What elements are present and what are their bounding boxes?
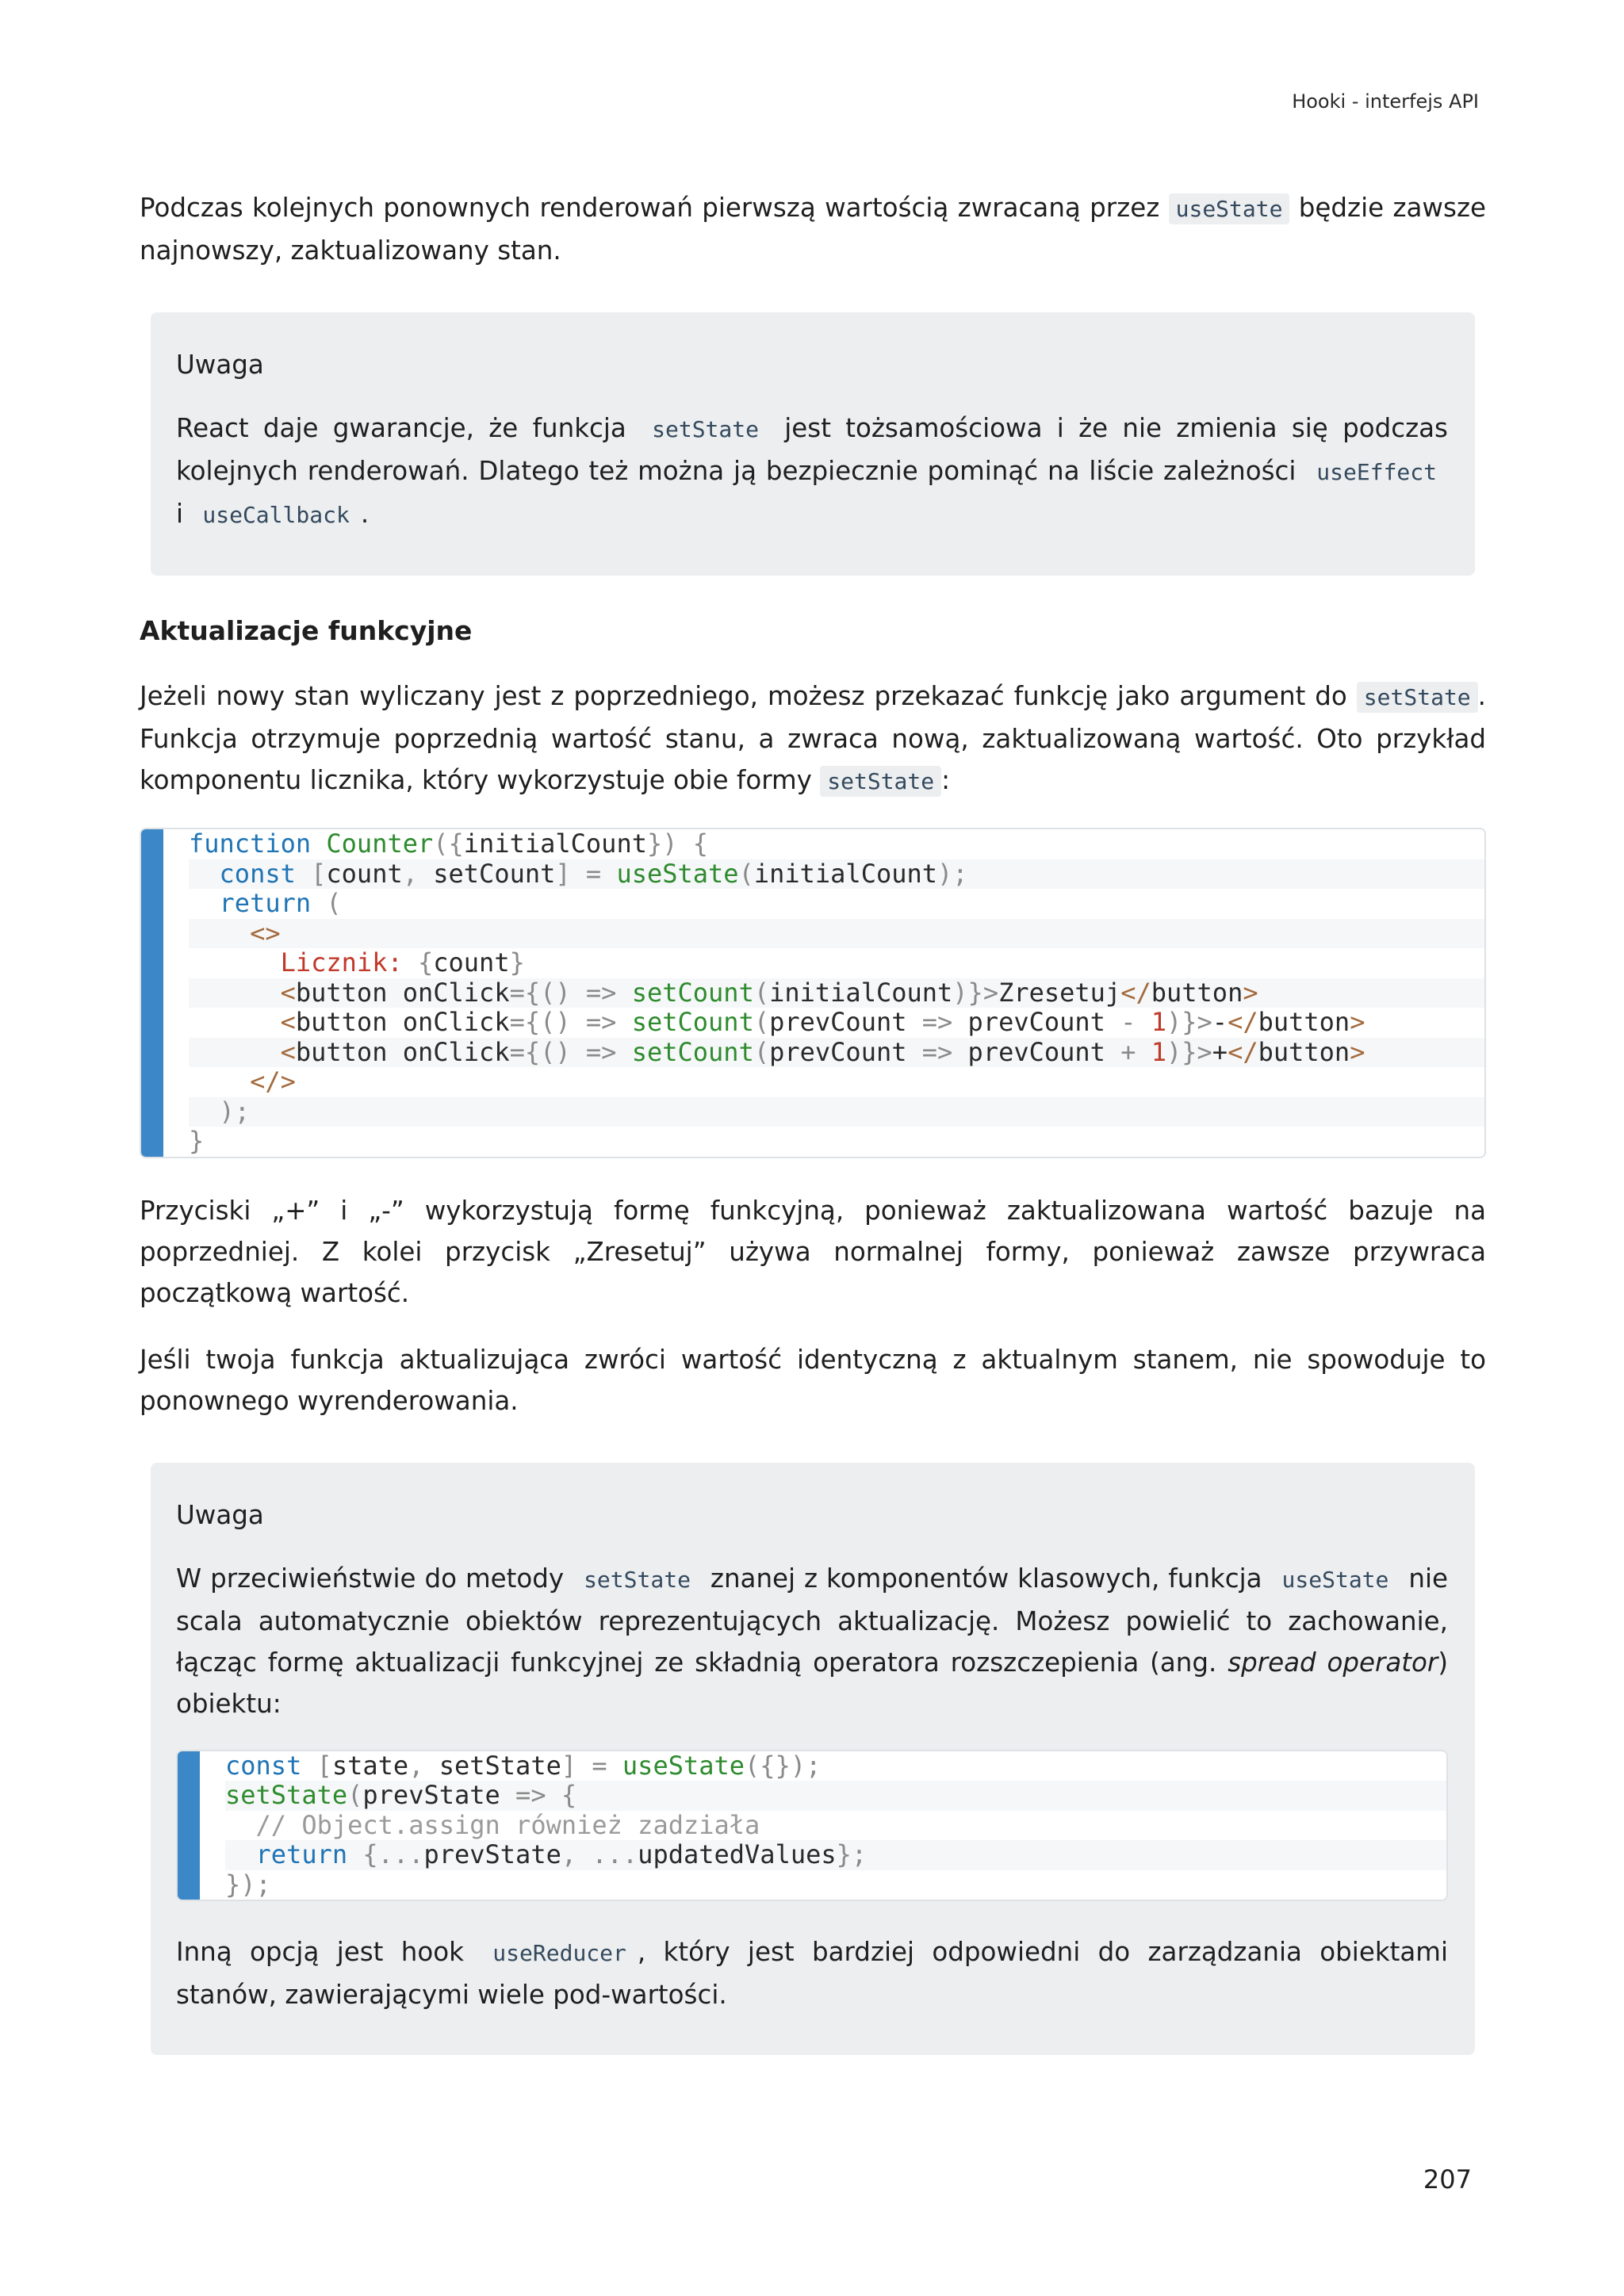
code-token	[311, 828, 326, 859]
code-token: function	[189, 828, 312, 859]
code-token: {	[402, 947, 434, 978]
section-heading: Aktualizacje funkcyjne	[140, 615, 473, 646]
code-token: -	[1212, 1007, 1228, 1037]
page-number: 207	[1423, 2164, 1472, 2195]
code-token: setCount	[631, 977, 754, 1008]
code-token: }) {	[646, 828, 709, 859]
text: znanej z komponentów klasowych, funkcja	[710, 1563, 1262, 1594]
text: Jeżeli nowy stan wyliczany jest z poprzedniego, możesz przekazać funkcję jako argument do	[140, 681, 1347, 711]
code-line	[189, 1127, 1484, 1157]
text: W przeciwieństwie do metody	[176, 1563, 565, 1594]
inline-code: setState	[1357, 682, 1478, 713]
code-token: {...	[347, 1839, 424, 1869]
text: . Funkcja otrzymuje poprzednią wartość stanu, a zwraca nową, zaktualizowaną wartość. Oto przykład komponentu licznika, który wykorzystuje obie formy	[140, 681, 1486, 795]
note-title: Uwaga	[176, 350, 264, 380]
code-token: button	[1151, 977, 1243, 1008]
code-token: initialCount	[769, 977, 953, 1008]
code-token: )}>	[1166, 1036, 1212, 1067]
bailout-paragraph: Jeśli twoja funkcja aktualizująca zwróci wartość identyczną z aktualnym stanem, nie spowoduje to ponownego wyrenderowania.	[140, 1344, 1486, 1416]
code-line	[189, 859, 1484, 890]
code-token: onClick	[387, 977, 510, 1008]
code-token: (	[753, 1036, 770, 1067]
emphasis: spread operator	[1228, 1647, 1438, 1678]
code-token: button	[295, 1007, 388, 1037]
code-token: prevCount	[769, 1036, 907, 1067]
code-token: ={() =>	[509, 1007, 632, 1037]
code-token: {	[561, 1780, 577, 1810]
code-token: <	[280, 1036, 296, 1067]
code-token: >	[1350, 1007, 1365, 1037]
code-token: useState	[622, 1750, 745, 1781]
code-token: updatedValues	[638, 1839, 837, 1869]
inline-code: useCallback	[202, 502, 350, 528]
code-token: , ...	[561, 1839, 638, 1869]
code-token: ,	[402, 858, 434, 889]
running-header: Hooki - interfejs API	[1292, 90, 1479, 113]
text: Inną opcją jest hook	[176, 1937, 464, 1967]
code-line	[189, 1097, 1484, 1127]
code-listing	[178, 1751, 1446, 1900]
code-token: button	[295, 1036, 388, 1067]
code-line	[225, 1840, 1446, 1870]
code-token: </	[1228, 1007, 1258, 1037]
code-token: >	[1350, 1036, 1365, 1067]
code-token: (	[753, 1007, 770, 1037]
code-token: prevState	[362, 1780, 500, 1810]
note-title: Uwaga	[176, 1499, 264, 1530]
code-token: ={() =>	[509, 1036, 632, 1067]
code-token: prevState	[423, 1839, 561, 1869]
spread-code-block	[176, 1750, 1448, 1902]
code-token: }	[189, 1126, 205, 1156]
inline-code: useState	[1281, 1566, 1389, 1593]
code-token: (	[347, 1780, 363, 1810]
text: jest tożsamościowa i że nie zmienia się podczas kolejnych renderowań. Dlatego też można ją bezpiecznie pominąć na liście zależności	[176, 413, 1448, 486]
code-token: ,	[408, 1750, 439, 1781]
code-listing	[141, 829, 1484, 1157]
code-token: +	[1212, 1036, 1228, 1067]
code-token: onClick	[387, 1036, 510, 1067]
code-token: const	[225, 1750, 302, 1781]
code-line	[225, 1870, 1446, 1900]
code-token: const	[219, 858, 296, 889]
inline-code: useEffect	[1316, 459, 1437, 485]
code-token: setState	[225, 1780, 348, 1810]
code-token: )}>	[1166, 1007, 1212, 1037]
code-token: prevCount	[967, 1007, 1105, 1037]
code-token: (	[738, 858, 754, 889]
code-token: button	[1258, 1036, 1350, 1067]
code-token: prevCount	[769, 1007, 907, 1037]
page-content	[140, 187, 1486, 2055]
code-token: ({});	[745, 1750, 822, 1781]
code-token: count	[326, 858, 403, 889]
code-token: count	[433, 947, 510, 978]
inline-code: setState	[652, 416, 759, 442]
code-token: >	[1243, 977, 1258, 1008]
code-line	[189, 1067, 1484, 1097]
code-token: =>	[500, 1780, 561, 1810]
intro-paragraph	[140, 187, 1486, 271]
code-token: =>	[906, 1007, 968, 1037]
code-token: // Object.assign również zadziała	[255, 1809, 760, 1840]
code-line	[225, 1811, 1446, 1841]
text: Podczas kolejnych ponownych renderowań pierwszą wartością zwracaną przez	[140, 193, 1160, 223]
code-token: <	[280, 1007, 296, 1037]
code-token: prevCount	[967, 1036, 1105, 1067]
code-token: setCount	[631, 1007, 754, 1037]
code-accent-bar	[141, 829, 163, 1157]
code-token: ] =	[555, 858, 617, 889]
note-text	[176, 1558, 1448, 1724]
code-token: state	[331, 1750, 409, 1781]
code-line	[189, 978, 1484, 1008]
code-token: </	[1120, 977, 1151, 1008]
code-line	[189, 948, 1484, 978]
text: ) obiektu:	[176, 1647, 1448, 1719]
code-token: (	[311, 888, 342, 918]
code-token: [	[301, 1750, 332, 1781]
inline-code: useState	[1169, 193, 1290, 224]
code-token: =>	[906, 1036, 968, 1067]
code-token: )}>	[952, 977, 999, 1008]
code-line	[189, 919, 1484, 949]
code-token: </	[1228, 1036, 1258, 1067]
code-token: 1	[1151, 1036, 1166, 1067]
inline-code: setState	[820, 766, 941, 797]
code-token: -	[1105, 1007, 1151, 1037]
code-token: Licznik:	[280, 947, 403, 978]
code-token: initialCount	[463, 828, 647, 859]
buttons-explanation-paragraph: Przyciski „+” i „-” wykorzystują formę funkcyjną, ponieważ zaktualizowana wartość bazuje na poprzedniej. Z kolei przycisk „Zresetuj” używa normalnej formy, ponieważ zawsze przywraca początkową wartość.	[140, 1195, 1486, 1308]
code-token: 1	[1151, 1007, 1166, 1037]
counter-code-block	[140, 828, 1486, 1158]
code-token: </>	[250, 1066, 296, 1096]
text: , który jest bardziej odpowiedni do zarządzania obiektami stanów, zawierającymi wiele pod-wartości.	[176, 1937, 1448, 2010]
note-box	[151, 312, 1475, 576]
code-token: [	[295, 858, 327, 889]
code-token: <	[280, 977, 296, 1008]
code-token: Counter	[326, 828, 434, 859]
code-token: ] =	[561, 1750, 622, 1781]
code-token: <>	[250, 917, 281, 948]
inline-code: setState	[584, 1566, 691, 1593]
code-token: +	[1105, 1036, 1151, 1067]
code-accent-bar	[178, 1751, 200, 1900]
code-line	[189, 889, 1484, 919]
code-token: (	[753, 977, 770, 1008]
code-token: return	[219, 888, 312, 918]
code-line	[225, 1751, 1446, 1781]
code-token: useState	[616, 858, 739, 889]
note-followup-text	[176, 1931, 1448, 2015]
text: i	[176, 499, 184, 529]
code-token: };	[836, 1839, 868, 1869]
functional-updates-paragraph	[140, 675, 1486, 802]
code-token: return	[255, 1839, 348, 1869]
text: :	[941, 765, 951, 795]
code-token: button	[1258, 1007, 1350, 1037]
code-token: );	[937, 858, 968, 889]
code-token: setCount	[631, 1036, 754, 1067]
code-token: );	[219, 1096, 251, 1127]
inline-code: useReducer	[492, 1940, 626, 1966]
text: .	[360, 499, 370, 529]
text: nie scala automatycznie obiektów reprezentujących aktualizację. Możesz powielić to zachowanie, łącząc formę aktualizacji funkcyjnej ze składnią operatora rozszczepienia (ang.	[176, 1563, 1448, 1678]
code-token: ={() =>	[509, 977, 632, 1008]
code-line	[189, 1038, 1484, 1068]
code-token: setState	[439, 1750, 561, 1781]
code-token: initialCount	[753, 858, 938, 889]
code-token: onClick	[387, 1007, 510, 1037]
code-token: Zresetuj	[998, 977, 1121, 1008]
code-token: setCount	[433, 858, 556, 889]
text: będzie zawsze najnowszy, zaktualizowany stan.	[140, 193, 1486, 266]
code-token: ({	[433, 828, 464, 859]
text: React daje gwarancje, że funkcja	[176, 413, 626, 443]
note-box	[151, 1463, 1475, 2056]
code-token: });	[225, 1869, 271, 1900]
code-token: }	[509, 947, 525, 978]
code-token: button	[295, 977, 388, 1008]
note-text	[176, 408, 1448, 536]
code-line	[189, 1008, 1484, 1038]
code-line	[189, 829, 1484, 859]
code-line	[225, 1781, 1446, 1811]
